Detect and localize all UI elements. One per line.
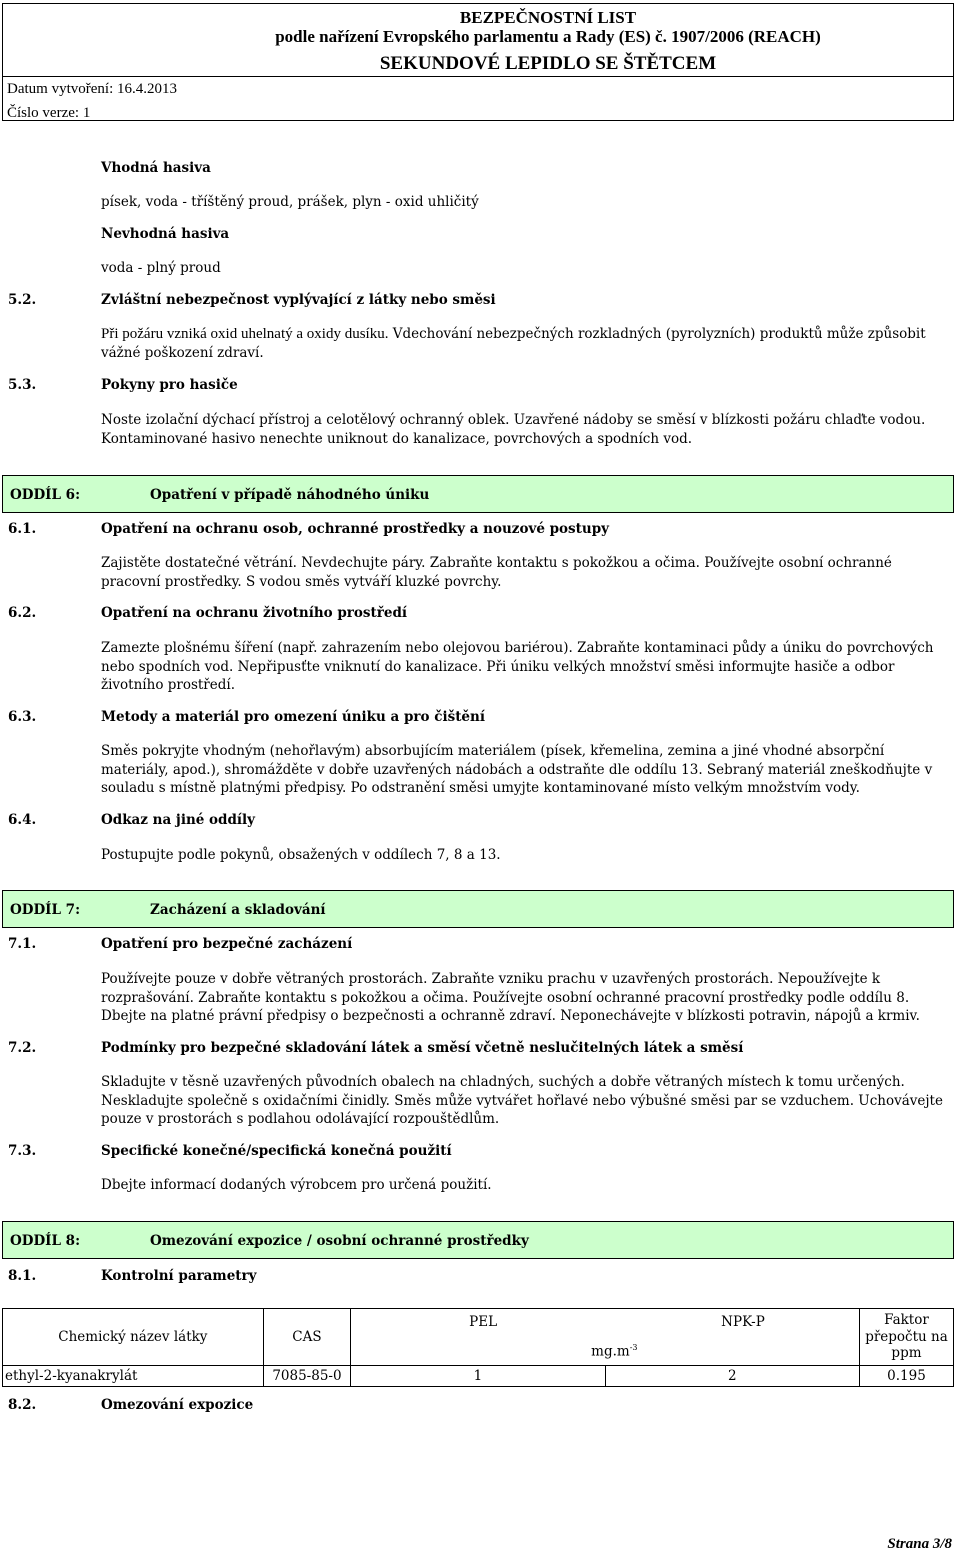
table-row — [3, 1366, 954, 1387]
subsection-number: 8.2. — [8, 1397, 37, 1413]
factor-label-line3: ppm — [891, 1345, 922, 1362]
header-conversion-factor — [859, 1309, 953, 1366]
subsection-text: Postupujte podle pokynů, obsažených v oddílech 7, 8 a 13. — [101, 847, 501, 863]
subsection-number: 6.1. — [8, 521, 37, 537]
subsection-title: Specifické konečné/specifická konečná použití — [101, 1143, 452, 1159]
unit-text: mg.m — [591, 1343, 630, 1360]
product-name: SEKUNDOVÉ LEPIDLO SE ŠTĚTCEM — [379, 53, 717, 74]
cell-substance-name: ethyl-2-kyanakrylát — [3, 1366, 264, 1387]
subsection-text: Noste izolační dýchací přístroj a celotělový ochranný oblek. Uzavřené nádoby se směsí v blízkosti požáru chlaďte vodou. Kontaminované hasivo nenechte uniknout do kanalizace, povrchových a spodních vod. — [101, 412, 926, 447]
subsection-text: Dbejte informací dodaných výrobcem pro určená použití. — [101, 1177, 492, 1193]
unsuitable-extinguishers-text: voda - plný proud — [101, 260, 221, 276]
section-title: Omezování expozice / osobní ochranné prostředky — [150, 1233, 529, 1249]
header-unit — [591, 1343, 637, 1360]
header-divider — [3, 76, 953, 77]
section-6-header — [2, 475, 954, 513]
subsection-number: 6.3. — [8, 709, 37, 725]
section-label: ODDÍL 8: — [10, 1233, 81, 1249]
document-header — [2, 3, 954, 121]
subsection-number: 7.3. — [8, 1143, 37, 1159]
subsection-title: Odkaz na jiné oddíly — [101, 812, 256, 828]
page-number: Strana 3/8 — [887, 1536, 952, 1552]
unsuitable-extinguishers-title: Nevhodná hasiva — [101, 226, 230, 242]
header-limits — [351, 1309, 860, 1366]
subsection-title: Omezování expozice — [101, 1397, 254, 1413]
section-label: ODDÍL 7: — [10, 902, 81, 918]
section-label: ODDÍL 6: — [10, 487, 81, 503]
subsection-title: Metody a materiál pro omezení úniku a pro čištění — [101, 709, 485, 725]
subsection-number: 6.2. — [8, 605, 37, 621]
pyrolysis-warning-text: Vdechování nebezpečných rozkladných (pyrolyzních) produktů může způsobit vážné poškození zdraví. — [101, 326, 926, 361]
subsection-number: 7.2. — [8, 1040, 37, 1056]
subsection-title: Opatření na ochranu osob, ochranné prostředky a nouzové postupy — [101, 521, 609, 537]
cell-factor: 0.195 — [859, 1366, 953, 1387]
subsection-title: Podmínky pro bezpečné skladování látek a směsí včetně neslučitelných látek a směsí — [101, 1040, 744, 1056]
factor-label-line2: přepočtu na — [865, 1328, 948, 1345]
creation-date: Datum vytvoření: 16.4.2013 — [7, 81, 177, 97]
subsection-number: 6.4. — [8, 812, 37, 828]
subsection-text: Směs pokryjte vhodným (nehořlavým) absorbujícím materiálem (písek, křemelina, zemina a jiné vhodné absorpční materiály, apod.), shromážděte v dobře uzavřených nádobách a odstraňte dle oddílu 13. Sebraný materiál zneškodňujte v souladu s místně platnými předpisy. Po odstranění směsi umyjte kontaminované místo velkým množstvím vody. — [101, 743, 933, 796]
header-npk: NPK-P — [721, 1314, 765, 1330]
cell-npk: 2 — [605, 1366, 859, 1387]
subsection-text: Používejte pouze v dobře větraných prostorách. Zabraňte vzniku prachu v uzavřených prostorách. Nepoužívejte k rozprašování. Zabraňte kontaktu s pokožkou a očima. Používejte osobní ochranné pracovní prostředky podle oddílu 8. Dbejte na platné právní předpisy o bezpečnosti a ochranně zdraví. Neponechávejte v blízkosti potravin, nápojů a krmiv. — [101, 971, 920, 1024]
section-title: Opatření v případě náhodného úniku — [150, 487, 430, 503]
header-cas: CAS — [263, 1309, 350, 1366]
subsection-title: Zvláštní nebezpečnost vyplývající z látky nebo směsi — [101, 292, 496, 308]
cell-cas: 7085-85-0 — [263, 1366, 350, 1387]
version-number: Číslo verze: 1 — [7, 105, 91, 121]
subsection-number: 5.3. — [8, 377, 37, 393]
subsection-title: Kontrolní parametry — [101, 1268, 257, 1284]
subsection-title: Opatření pro bezpečné zacházení — [101, 936, 353, 952]
subsection-title: Pokyny pro hasiče — [101, 377, 238, 393]
subsection-number: 5.2. — [8, 292, 37, 308]
subsection-number: 8.1. — [8, 1268, 37, 1284]
section-8-header — [2, 1221, 954, 1259]
regulation-subtitle: podle nařízení Evropského parlamentu a Rady (ES) č. 1907/2006 (REACH) — [275, 27, 821, 46]
section-7-header — [2, 890, 954, 928]
subsection-text: Zamezte plošnému šíření (např. zahrazením nebo olejovou bariérou). Zabraňte kontaminaci půdy a úniku do povrchových nebo spodních vod. Nepřipusťte vniknutí do kanalizace. Při úniku velkých množství směsi informujte hasiče a odbor životního prostředí. — [101, 640, 934, 693]
section-title: Zacházení a skladování — [150, 902, 326, 918]
unit-exponent: -3 — [629, 1343, 638, 1352]
suitable-extinguishers-text: písek, voda - tříštěný proud, prášek, plyn - oxid uhličitý — [101, 194, 479, 210]
header-pel: PEL — [469, 1314, 498, 1330]
fire-products-text: Při požáru vzniká oxid uhelnatý a oxidy dusíku. — [101, 326, 389, 342]
table-header-row — [3, 1309, 954, 1366]
subsection-text: Skladujte v těsně uzavřených původních obalech na chladných, suchých a dobře větraných místech k tomu určených. Neskladujte společně s oxidačními činidly. Směs může vytvářet hořlavé nebo výbušné směsi par se vzduchem. Uchovávejte pouze v prostorách s podlahou odolávající rozpouštědlům. — [101, 1074, 943, 1127]
subsection-text: Zajistěte dostatečné větrání. Nevdechujte páry. Zabraňte kontaktu s pokožkou a očima. Používejte osobní ochranné pracovní prostředky. S vodou směs vytváří kluzké povrchy. — [101, 555, 892, 590]
document-title: BEZPEČNOSTNÍ LIST — [459, 8, 637, 27]
cell-pel: 1 — [351, 1366, 605, 1387]
suitable-extinguishers-title: Vhodná hasiva — [101, 160, 211, 176]
subsection-number: 7.1. — [8, 936, 37, 952]
factor-label-line1: Faktor — [884, 1312, 929, 1329]
header-substance-name: Chemický název látky — [3, 1309, 264, 1366]
control-parameters-table — [2, 1308, 954, 1387]
subsection-text — [101, 325, 951, 362]
subsection-title: Opatření na ochranu životního prostředí — [101, 605, 408, 621]
